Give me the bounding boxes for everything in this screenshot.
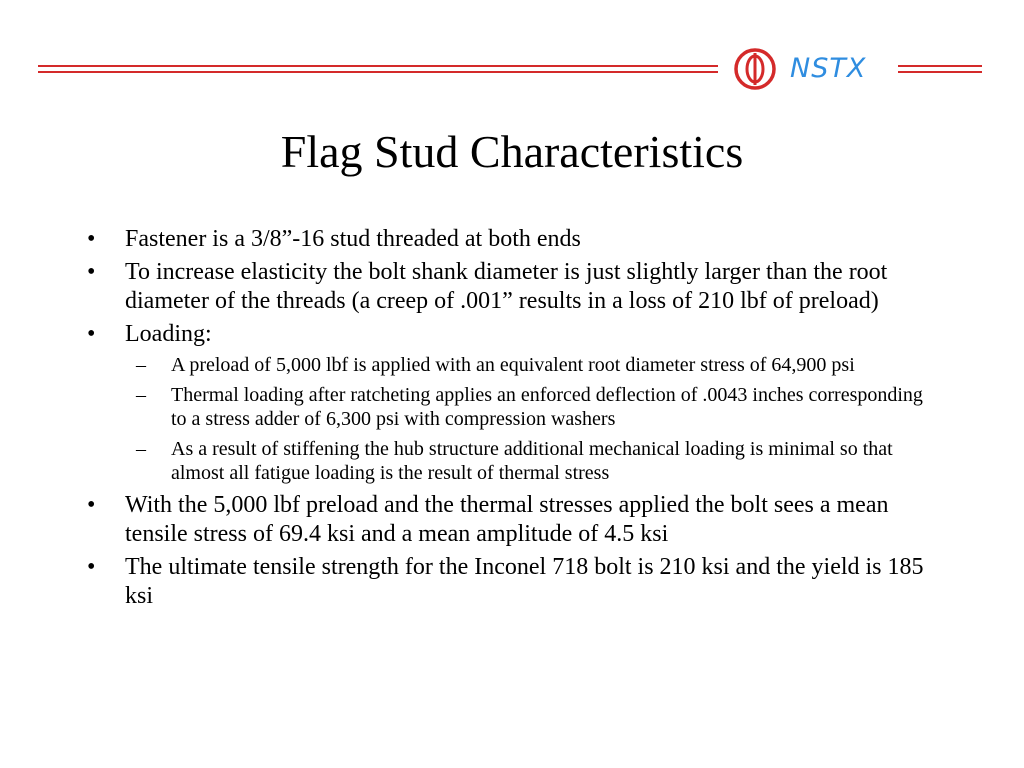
nstx-logo-icon	[733, 47, 777, 91]
slide-body	[87, 225, 947, 615]
bullet-marker: •	[87, 492, 96, 518]
bullet-marker: •	[87, 259, 96, 285]
sub-bullet-marker: –	[136, 384, 146, 406]
bullet-list	[87, 225, 947, 611]
slide-title: Flag Stud Characteristics	[280, 126, 744, 177]
header-rule-right-bottom	[898, 71, 982, 73]
bullet-marker: •	[87, 554, 96, 580]
nstx-logo	[733, 47, 883, 91]
sub-bullet-marker: –	[136, 354, 146, 376]
sub-bullet-list	[125, 353, 947, 485]
bullet-text: To increase elasticity the bolt shank diameter is just slightly larger than the root diameter of the threads (a creep of .001” results in a loss of 210 lbf of preload)	[125, 259, 888, 314]
bullet-marker: •	[87, 321, 96, 347]
bullet-item	[87, 553, 947, 611]
bullet-item	[87, 258, 947, 316]
bullet-text: Loading:	[125, 321, 212, 347]
sub-bullet-item	[87, 383, 947, 431]
bullet-item	[87, 320, 947, 485]
sub-bullet-item	[87, 437, 947, 485]
header-rule-bottom	[38, 71, 718, 73]
bullet-item	[87, 225, 947, 254]
bullet-item	[87, 491, 947, 549]
sub-bullet-text: A preload of 5,000 lbf is applied with an equivalent root diameter stress of 64,900 psi	[171, 354, 855, 376]
bullet-marker: •	[87, 226, 96, 252]
sub-bullet-item	[87, 353, 947, 377]
header-rule-top	[38, 65, 718, 67]
logo-text: NSTX	[790, 53, 867, 84]
bullet-text: Fastener is a 3/8”-16 stud threaded at both ends	[125, 226, 581, 252]
sub-bullet-marker: –	[136, 438, 146, 460]
bullet-text: With the 5,000 lbf preload and the thermal stresses applied the bolt sees a mean tensile stress of 69.4 ksi and a mean amplitude of 4.5 ksi	[125, 492, 889, 547]
header-rule-right-top	[898, 65, 982, 67]
sub-bullet-text: Thermal loading after ratcheting applies an enforced deflection of .0043 inches corresponding to a stress adder of 6,300 psi with compression washers	[171, 384, 923, 430]
sub-bullet-text: As a result of stiffening the hub structure additional mechanical loading is minimal so that almost all fatigue loading is the result of thermal stress	[171, 438, 893, 484]
bullet-text: The ultimate tensile strength for the Inconel 718 bolt is 210 ksi and the yield is 185 ksi	[125, 554, 924, 609]
